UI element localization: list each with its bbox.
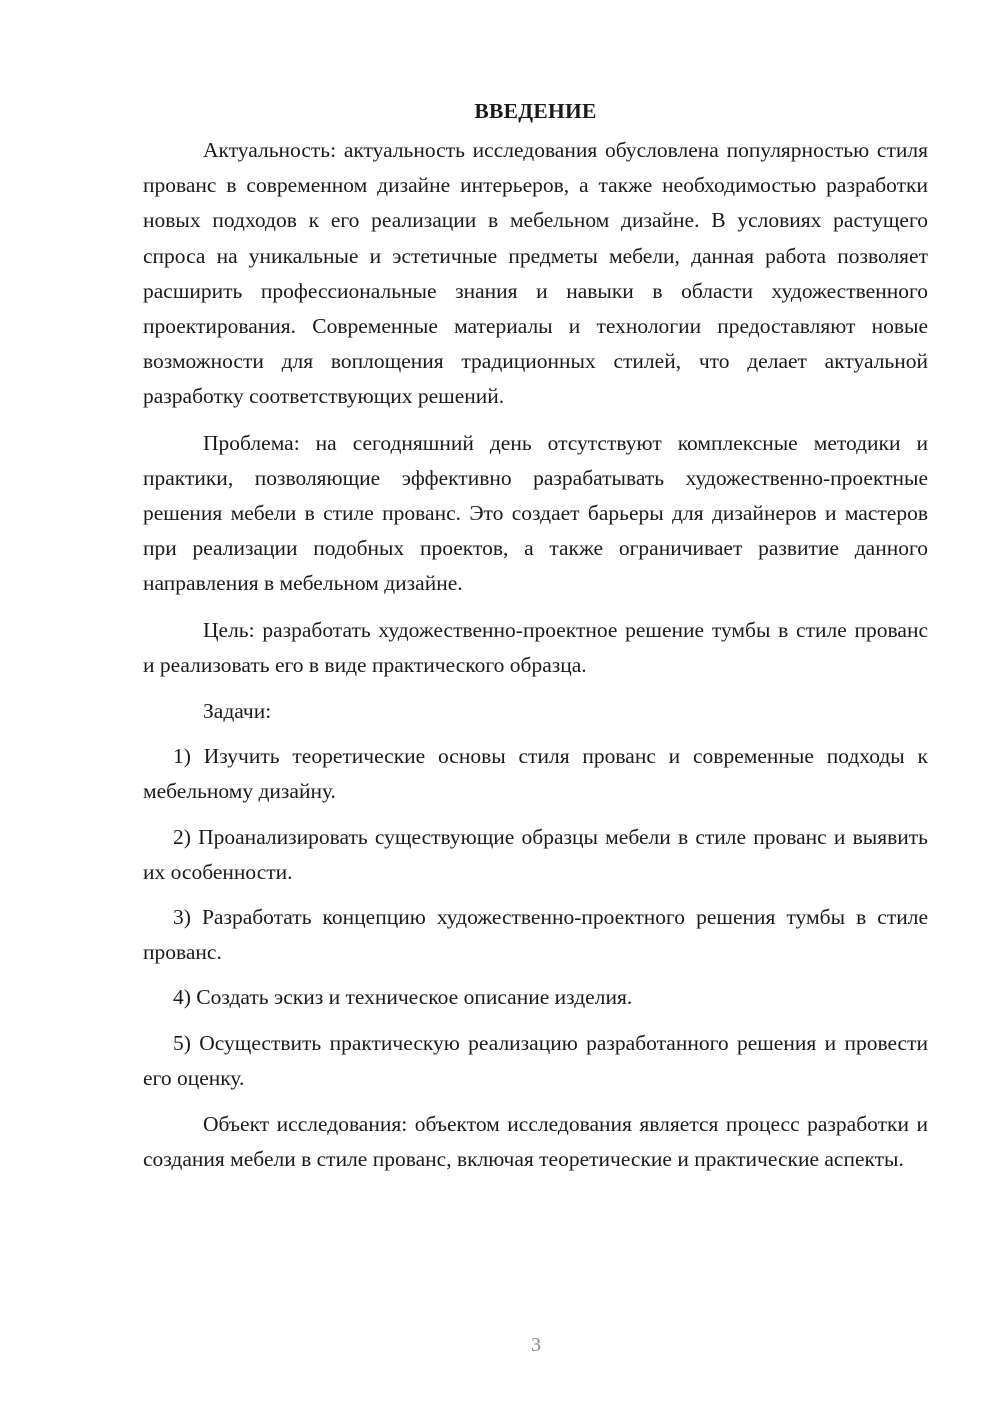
relevance-paragraph: Актуальность: актуальность исследования обусловлена популярностью стиля прованс в современном дизайне интерьеров, а также необходимостью разработки новых подходов к его реализации в мебельном дизайне. В условиях растущего спроса на уникальные и эстетичные предметы мебели, данная работа позволяет расширить профессиональные знания и навыки в области художественного проектирования. Современные материалы и технологии предоставляют новые возможности для воплощения традиционных стилей, что делает актуальной разработку соответствующих решений. (143, 138, 928, 409)
problem-paragraph: Проблема: на сегодняшний день отсутствуют комплексные методики и практики, позволяющие эффективно разрабатывать художественно-проектные решения мебели в стиле прованс. Это создает барьеры для дизайнеров и мастеров при реализации подобных проектов, а также ограничивает развитие данного направления в мебельном дизайне. (143, 430, 928, 596)
task-item-1: 1) Изучить теоретические основы стиля прованс и современные подходы к мебельному дизайну. (143, 744, 928, 804)
document-body (143, 94, 928, 1177)
task-item-2: 2) Проанализировать существующие образцы мебели в стиле прованс и выявить их особенности. (143, 824, 928, 884)
tasks-heading: Задачи: (203, 699, 272, 724)
task-item-3: 3) Разработать концепцию художественно-проектного решения тумбы в стиле прованс. (143, 905, 928, 965)
section-title: ВВЕДЕНИЕ (474, 99, 597, 123)
task-item-4: 4) Создать эскиз и техническое описание изделия. (173, 985, 633, 1010)
page-number: 3 (531, 1334, 541, 1356)
goal-paragraph: Цель: разработать художественно-проектное решение тумбы в стиле прованс и реализовать его в виде практического образца. (143, 617, 928, 677)
research-object-paragraph: Объект исследования: объектом исследования является процесс разработки и создания мебели в стиле прованс, включая теоретические и практические аспекты. (143, 1112, 928, 1172)
task-item-5: 5) Осуществить практическую реализацию разработанного решения и провести его оценку. (143, 1030, 928, 1090)
